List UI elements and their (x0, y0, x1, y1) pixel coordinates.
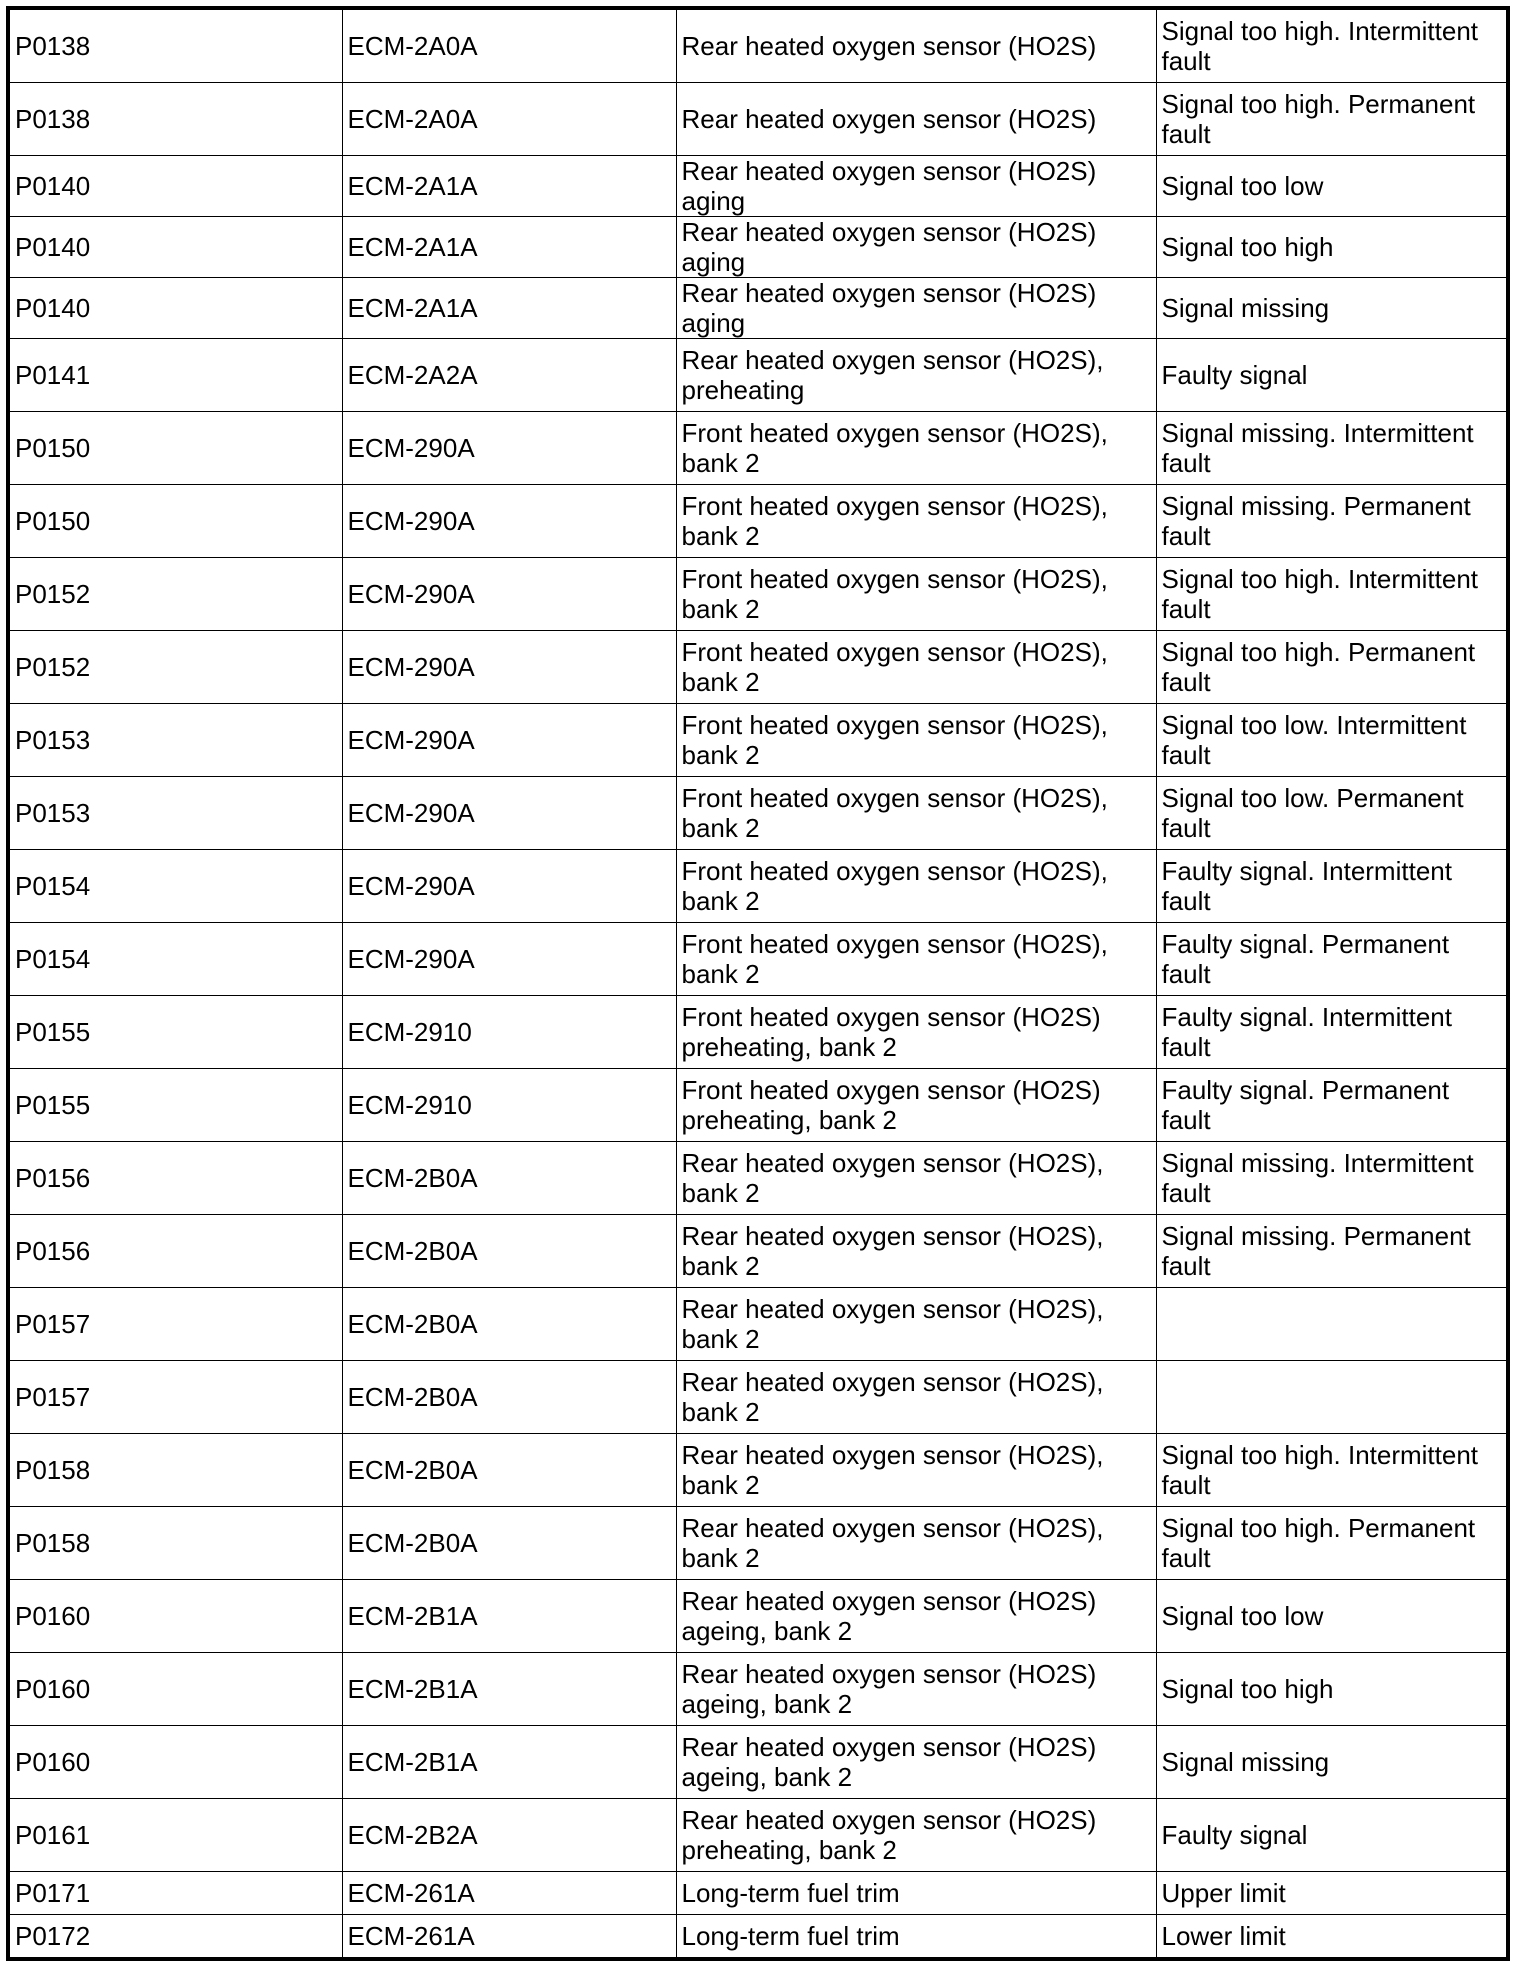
dtc-code-cell: P0160 (8, 1580, 342, 1653)
component-cell: Rear heated oxygen sensor (HO2S), bank 2 (676, 1142, 1156, 1215)
ecm-code-cell: ECM-261A (342, 1915, 676, 1960)
fault-type-cell: Signal missing (1156, 278, 1508, 339)
table-row (8, 1653, 1508, 1726)
component-cell: Front heated oxygen sensor (HO2S), bank 2 (676, 923, 1156, 996)
fault-type-cell: Signal too high. Permanent fault (1156, 631, 1508, 704)
component-cell: Front heated oxygen sensor (HO2S), bank 2 (676, 558, 1156, 631)
dtc-code-cell: P0138 (8, 8, 342, 83)
component-cell: Rear heated oxygen sensor (HO2S), bank 2 (676, 1361, 1156, 1434)
component-cell: Rear heated oxygen sensor (HO2S), bank 2 (676, 1215, 1156, 1288)
table-row (8, 777, 1508, 850)
fault-type-cell (1156, 1361, 1508, 1434)
table-row (8, 923, 1508, 996)
component-cell: Rear heated oxygen sensor (HO2S) aging (676, 278, 1156, 339)
dtc-code-cell: P0152 (8, 631, 342, 704)
ecm-code-cell: ECM-2B0A (342, 1434, 676, 1507)
component-cell: Front heated oxygen sensor (HO2S), bank 2 (676, 777, 1156, 850)
component-cell: Front heated oxygen sensor (HO2S) preheating, bank 2 (676, 1069, 1156, 1142)
ecm-code-cell: ECM-2B0A (342, 1142, 676, 1215)
fault-type-cell: Signal missing. Intermittent fault (1156, 412, 1508, 485)
table-row (8, 1434, 1508, 1507)
table-row (8, 996, 1508, 1069)
dtc-code-cell: P0154 (8, 923, 342, 996)
component-cell: Rear heated oxygen sensor (HO2S), preheating (676, 339, 1156, 412)
dtc-code-cell: P0171 (8, 1872, 342, 1915)
dtc-code-cell: P0154 (8, 850, 342, 923)
component-cell: Front heated oxygen sensor (HO2S), bank 2 (676, 631, 1156, 704)
dtc-code-cell: P0160 (8, 1726, 342, 1799)
ecm-code-cell: ECM-2B1A (342, 1653, 676, 1726)
fault-type-cell: Faulty signal (1156, 1799, 1508, 1872)
table-row (8, 412, 1508, 485)
component-cell: Rear heated oxygen sensor (HO2S) ageing, bank 2 (676, 1726, 1156, 1799)
fault-type-cell: Upper limit (1156, 1872, 1508, 1915)
table-row (8, 850, 1508, 923)
table-row (8, 1215, 1508, 1288)
table-row (8, 1580, 1508, 1653)
table-row (8, 8, 1508, 83)
dtc-code-cell: P0157 (8, 1288, 342, 1361)
table-row (8, 631, 1508, 704)
dtc-code-cell: P0158 (8, 1507, 342, 1580)
dtc-code-cell: P0140 (8, 217, 342, 278)
fault-type-cell: Signal missing. Intermittent fault (1156, 1142, 1508, 1215)
component-cell: Long-term fuel trim (676, 1915, 1156, 1960)
dtc-code-cell: P0138 (8, 83, 342, 156)
fault-type-cell: Signal too high. Intermittent fault (1156, 558, 1508, 631)
component-cell: Rear heated oxygen sensor (HO2S) (676, 8, 1156, 83)
component-cell: Front heated oxygen sensor (HO2S), bank 2 (676, 850, 1156, 923)
table-row (8, 278, 1508, 339)
ecm-code-cell: ECM-2910 (342, 996, 676, 1069)
dtc-code-cell: P0156 (8, 1142, 342, 1215)
dtc-code-cell: P0152 (8, 558, 342, 631)
fault-type-cell: Signal missing. Permanent fault (1156, 485, 1508, 558)
fault-type-cell: Faulty signal (1156, 339, 1508, 412)
dtc-code-cell: P0157 (8, 1361, 342, 1434)
fault-type-cell: Signal too high. Permanent fault (1156, 1507, 1508, 1580)
ecm-code-cell: ECM-261A (342, 1872, 676, 1915)
component-cell: Rear heated oxygen sensor (HO2S), bank 2 (676, 1507, 1156, 1580)
dtc-code-cell: P0161 (8, 1799, 342, 1872)
ecm-code-cell: ECM-290A (342, 558, 676, 631)
ecm-code-cell: ECM-2B1A (342, 1726, 676, 1799)
fault-type-cell (1156, 1288, 1508, 1361)
fault-type-cell: Signal too low. Permanent fault (1156, 777, 1508, 850)
dtc-code-cell: P0150 (8, 485, 342, 558)
ecm-code-cell: ECM-2A2A (342, 339, 676, 412)
component-cell: Rear heated oxygen sensor (HO2S) (676, 83, 1156, 156)
component-cell: Rear heated oxygen sensor (HO2S) ageing, bank 2 (676, 1653, 1156, 1726)
ecm-code-cell: ECM-2B0A (342, 1288, 676, 1361)
component-cell: Front heated oxygen sensor (HO2S) preheating, bank 2 (676, 996, 1156, 1069)
ecm-code-cell: ECM-2910 (342, 1069, 676, 1142)
dtc-code-cell: P0172 (8, 1915, 342, 1960)
dtc-code-cell: P0153 (8, 777, 342, 850)
dtc-code-cell: P0156 (8, 1215, 342, 1288)
fault-type-cell: Signal too high (1156, 217, 1508, 278)
ecm-code-cell: ECM-2A0A (342, 8, 676, 83)
dtc-code-cell: P0158 (8, 1434, 342, 1507)
fault-type-cell: Signal too high. Intermittent fault (1156, 1434, 1508, 1507)
fault-type-cell: Signal too low. Intermittent fault (1156, 704, 1508, 777)
ecm-code-cell: ECM-290A (342, 923, 676, 996)
table-row (8, 485, 1508, 558)
ecm-code-cell: ECM-2B0A (342, 1507, 676, 1580)
component-cell: Rear heated oxygen sensor (HO2S) aging (676, 156, 1156, 217)
fault-type-cell: Signal too low (1156, 1580, 1508, 1653)
component-cell: Rear heated oxygen sensor (HO2S) preheating, bank 2 (676, 1799, 1156, 1872)
fault-type-cell: Signal missing. Permanent fault (1156, 1215, 1508, 1288)
table-row (8, 156, 1508, 217)
fault-type-cell: Signal too low (1156, 156, 1508, 217)
ecm-code-cell: ECM-2B0A (342, 1361, 676, 1434)
fault-type-cell: Faulty signal. Permanent fault (1156, 923, 1508, 996)
fault-type-cell: Faulty signal. Intermittent fault (1156, 996, 1508, 1069)
ecm-code-cell: ECM-290A (342, 850, 676, 923)
ecm-code-cell: ECM-290A (342, 412, 676, 485)
component-cell: Long-term fuel trim (676, 1872, 1156, 1915)
table-row (8, 704, 1508, 777)
table-row (8, 1799, 1508, 1872)
table-row (8, 339, 1508, 412)
fault-type-cell: Signal too high. Permanent fault (1156, 83, 1508, 156)
ecm-code-cell: ECM-2A1A (342, 278, 676, 339)
table-row (8, 558, 1508, 631)
dtc-code-cell: P0141 (8, 339, 342, 412)
ecm-code-cell: ECM-290A (342, 485, 676, 558)
component-cell: Rear heated oxygen sensor (HO2S) ageing, bank 2 (676, 1580, 1156, 1653)
fault-type-cell: Faulty signal. Intermittent fault (1156, 850, 1508, 923)
component-cell: Rear heated oxygen sensor (HO2S) aging (676, 217, 1156, 278)
table-row (8, 1142, 1508, 1215)
table-row (8, 1361, 1508, 1434)
table-row (8, 1915, 1508, 1960)
table-row (8, 1872, 1508, 1915)
dtc-code-cell: P0160 (8, 1653, 342, 1726)
ecm-code-cell: ECM-2A1A (342, 156, 676, 217)
ecm-code-cell: ECM-2B0A (342, 1215, 676, 1288)
dtc-code-cell: P0140 (8, 156, 342, 217)
ecm-code-cell: ECM-2B1A (342, 1580, 676, 1653)
dtc-code-cell: P0150 (8, 412, 342, 485)
ecm-code-cell: ECM-290A (342, 777, 676, 850)
component-cell: Rear heated oxygen sensor (HO2S), bank 2 (676, 1288, 1156, 1361)
fault-type-cell: Signal missing (1156, 1726, 1508, 1799)
fault-type-cell: Signal too high. Intermittent fault (1156, 8, 1508, 83)
dtc-table-container (6, 6, 1510, 1961)
fault-type-cell: Faulty signal. Permanent fault (1156, 1069, 1508, 1142)
table-row (8, 83, 1508, 156)
component-cell: Front heated oxygen sensor (HO2S), bank 2 (676, 412, 1156, 485)
table-row (8, 1726, 1508, 1799)
ecm-code-cell: ECM-290A (342, 704, 676, 777)
dtc-code-cell: P0155 (8, 996, 342, 1069)
component-cell: Rear heated oxygen sensor (HO2S), bank 2 (676, 1434, 1156, 1507)
table-row (8, 1507, 1508, 1580)
ecm-code-cell: ECM-2A1A (342, 217, 676, 278)
fault-type-cell: Signal too high (1156, 1653, 1508, 1726)
ecm-code-cell: ECM-2B2A (342, 1799, 676, 1872)
fault-type-cell: Lower limit (1156, 1915, 1508, 1960)
table-row (8, 217, 1508, 278)
dtc-code-cell: P0140 (8, 278, 342, 339)
dtc-code-cell: P0155 (8, 1069, 342, 1142)
component-cell: Front heated oxygen sensor (HO2S), bank 2 (676, 485, 1156, 558)
ecm-code-cell: ECM-2A0A (342, 83, 676, 156)
dtc-code-cell: P0153 (8, 704, 342, 777)
dtc-table (6, 6, 1510, 1961)
ecm-code-cell: ECM-290A (342, 631, 676, 704)
component-cell: Front heated oxygen sensor (HO2S), bank 2 (676, 704, 1156, 777)
table-row (8, 1069, 1508, 1142)
table-row (8, 1288, 1508, 1361)
